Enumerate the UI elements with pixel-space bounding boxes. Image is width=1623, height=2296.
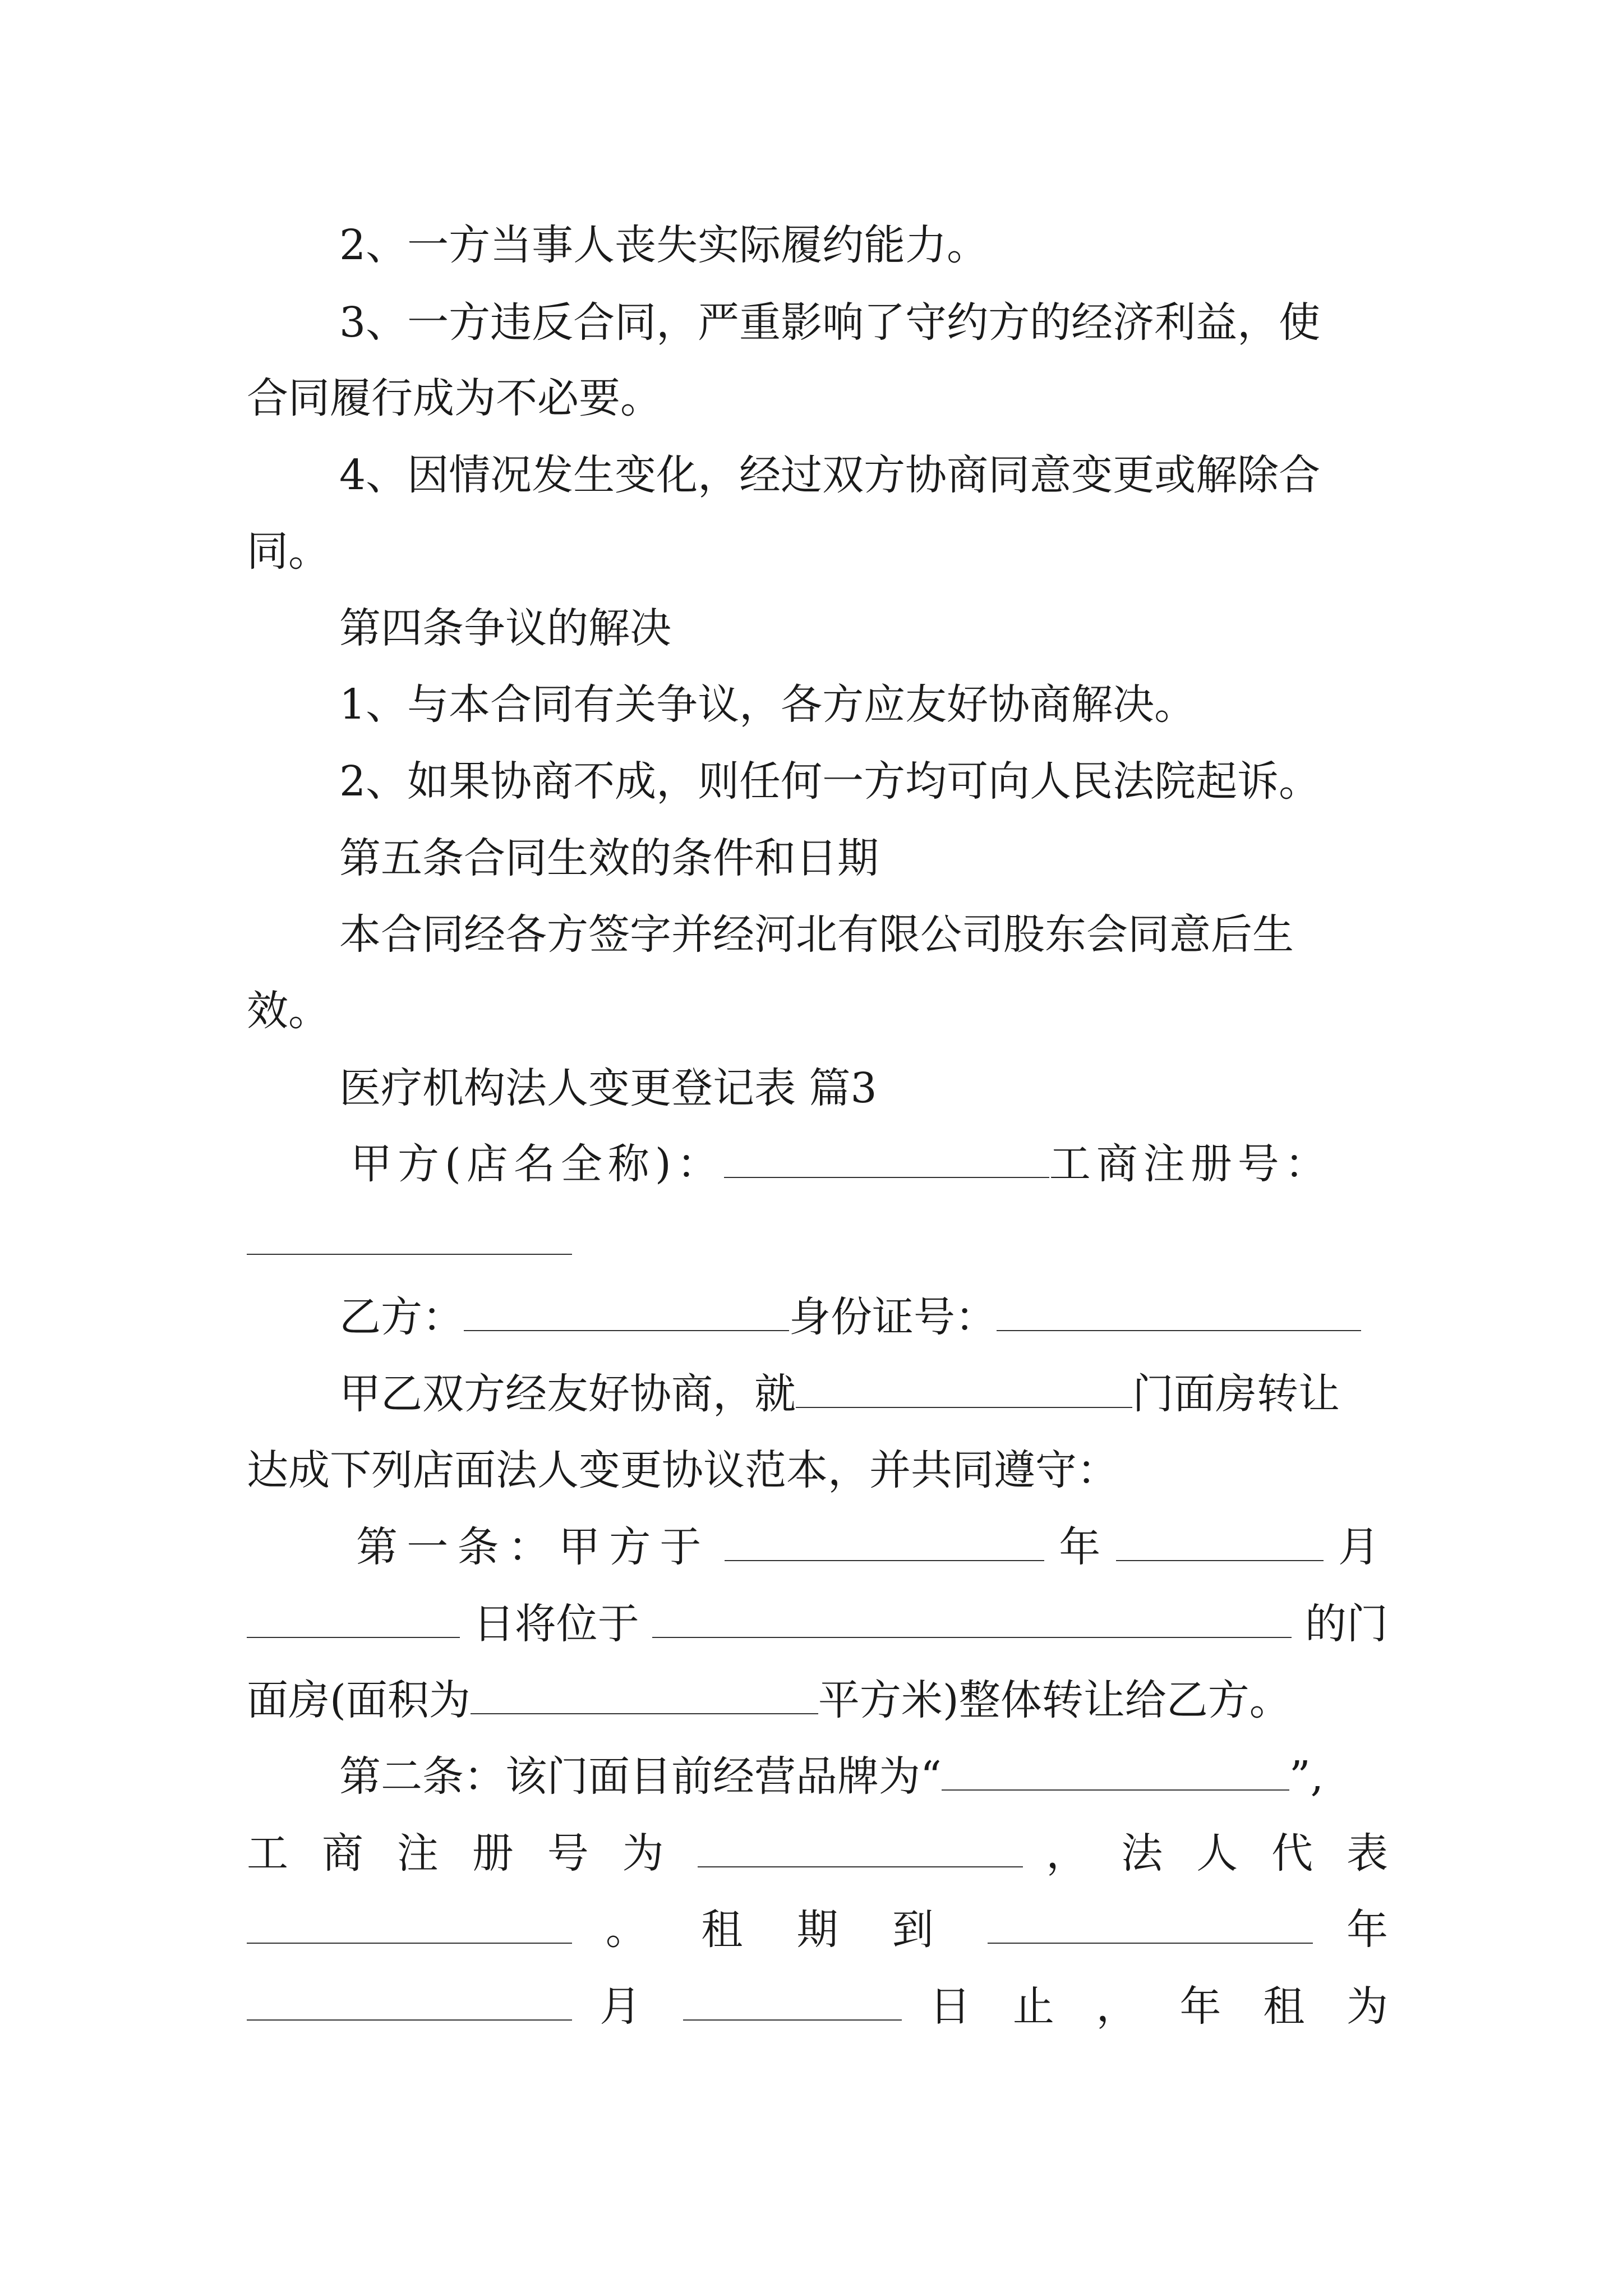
intro-prefix: 甲乙双方经友好协商，就 [339, 1370, 796, 1418]
clause-line: 本合同经各方签字并经河北有限公司股东会同意后生 [339, 910, 1294, 959]
party-a-line [351, 1136, 1399, 1192]
id-number-blank[interactable] [997, 1291, 1361, 1331]
reg-number-blank[interactable] [247, 1214, 572, 1255]
intro-line-2: 达成下列店面法人变更协议范本，并共同遵守： [247, 1446, 1118, 1494]
article2-legal-rep: ， 法 人 代 表 [1046, 1829, 1388, 1878]
article2-prefix: 第二条：该门面目前经营品牌为“ [339, 1752, 942, 1801]
clause-line: 3、一方违反合同，严重影响了守约方的经济利益，使 [339, 298, 1321, 347]
article1-line-2 [247, 1596, 1388, 1652]
article2-reg-blank[interactable] [698, 1827, 1023, 1867]
article2-day-until: 日 止 ， 年 租 为 [929, 1982, 1388, 2031]
lease-month-blank[interactable] [247, 1980, 572, 2021]
location-blank[interactable] [652, 1598, 1292, 1638]
article1-prefix: 第一条：甲方于 [356, 1523, 711, 1571]
article1-area-prefix: 面房(面积为 [247, 1676, 471, 1724]
clause-line: 4、因情况发生变化，经过双方协商同意变更或解除合 [339, 451, 1321, 499]
party-b-name-blank[interactable] [464, 1291, 789, 1331]
party-b-id-label: 身份证号： [789, 1293, 997, 1341]
brand-blank[interactable] [942, 1750, 1289, 1791]
article2-line-2 [247, 1825, 1388, 1881]
party-a-label: 甲方(店名全称)： [351, 1140, 724, 1188]
day-blank[interactable] [247, 1598, 460, 1638]
article1-year: 年 [1059, 1523, 1102, 1571]
party-b-label: 乙方： [339, 1293, 464, 1341]
article2-reg-prefix: 工 商 注 册 号 为 [247, 1829, 674, 1878]
clause-line: 同。 [247, 527, 330, 576]
clause-line: 合同履行成为不必要。 [247, 374, 662, 422]
clause-line: 2、如果协商不成，则任何一方均可向人民法院起诉。 [339, 757, 1321, 806]
article2-month: 月 [600, 1982, 656, 2031]
party-a-reg-line [247, 1213, 1388, 1269]
article2-lease-until: 。 租 期 到 [605, 1906, 955, 1954]
year-blank[interactable] [725, 1521, 1044, 1561]
store-name-blank[interactable] [724, 1138, 1049, 1178]
shop-blank[interactable] [796, 1368, 1132, 1408]
article1-de-men: 的门 [1304, 1600, 1388, 1648]
clause-line: 1、与本合同有关争议，各方应友好协商解决。 [339, 680, 1196, 729]
article1-line-1 [356, 1519, 1380, 1575]
section-heading: 第四条争议的解决 [339, 604, 671, 652]
article1-line-3 [247, 1672, 1388, 1728]
article1-month: 月 [1338, 1523, 1380, 1571]
party-a-reg-label: 工商注册号： [1049, 1140, 1332, 1188]
article1-located: 日将位于 [473, 1600, 639, 1648]
article2-line-1 [339, 1749, 1388, 1805]
article2-close-quote: ”, [1289, 1752, 1324, 1801]
section-heading: 第五条合同生效的条件和日期 [339, 834, 879, 882]
legal-rep-blank[interactable] [247, 1903, 572, 1944]
document-title: 医疗机构法人变更登记表 篇3 [339, 1064, 877, 1112]
intro-line [339, 1366, 1388, 1422]
intro-suffix: 门面房转让 [1132, 1370, 1340, 1418]
lease-day-blank[interactable] [683, 1980, 902, 2021]
clause-line: 2、一方当事人丧失实际履约能力。 [339, 221, 989, 269]
month-blank[interactable] [1116, 1521, 1324, 1561]
article2-line-3 [247, 1902, 1388, 1958]
article2-line-4 [247, 1978, 1388, 2035]
area-blank[interactable] [471, 1674, 818, 1714]
article2-year: 年 [1346, 1906, 1388, 1954]
article1-area-suffix: 平方米)整体转让给乙方。 [818, 1676, 1291, 1724]
party-b-line [339, 1289, 1388, 1345]
clause-line: 效。 [247, 987, 330, 1035]
lease-year-blank[interactable] [988, 1903, 1313, 1944]
